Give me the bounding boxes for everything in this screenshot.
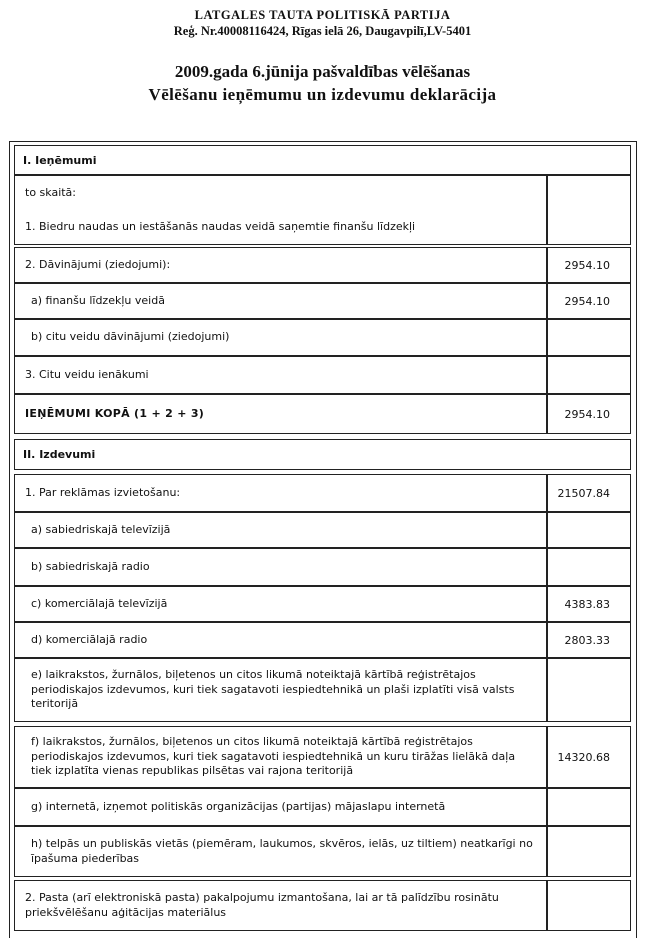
expense-row-public-radio: b) sabiedriskajā radio: [14, 548, 547, 586]
expenses-section-title: II. Izdevumi: [14, 439, 631, 470]
expense-row-postal: 2. Pasta (arī elektroniskā pasta) pakalpojumu izmantošana, lai ar tā palīdzību rosinātu priekšvēlēšanu aģitācijas materiālus: [14, 880, 547, 931]
income-row-value: [547, 319, 631, 356]
expense-row-national-press: e) laikrakstos, žurnālos, biļetenos un citos likumā noteiktajā kārtībā reģistrētajos periodiskajos izdevumos, kuri tiek sagatavoti iespiedtehnikā un plaši izplatīti visā valsts teritorijā: [14, 658, 547, 722]
income-row-value: [547, 175, 631, 245]
declaration-title: Vēlēšanu ieņēmumu un izdevumu deklarācija: [148, 85, 497, 104]
income-total-label: IEŅĒMUMI KOPĀ (1 + 2 + 3): [14, 394, 547, 434]
expense-row-value: [547, 512, 631, 548]
income-row-value: [547, 356, 631, 394]
income-section-title: I. Ieņēmumi: [14, 145, 631, 175]
party-registration: Reģ. Nr.40008116424, Rīgas ielā 26, Daugavpilī,LV-5401: [173, 24, 472, 38]
expense-row-commercial-radio: d) komerciālajā radio: [14, 622, 547, 658]
expense-row-public-tv: a) sabiedriskajā televīzijā: [14, 512, 547, 548]
including-label: to skaitā:: [25, 185, 77, 199]
expense-row-commercial-tv: c) komerciālajā televīzijā: [14, 586, 547, 622]
expense-row-value: [547, 880, 631, 931]
expense-row-regional-press: f) laikrakstos, žurnālos, biļetenos un citos likumā noteiktajā kārtībā reģistrētajos periodiskajos izdevumos, kuri tiek sagatavoti iespiedtehnikā un kuru tirāžas lielākā daļa tiek izplatīta vienas republikas pilsētas vai rajona teritorijā: [14, 726, 547, 788]
income-row-financial: a) finanšu līdzekļu veidā: [14, 283, 547, 319]
expense-row-value: [547, 548, 631, 586]
expense-row-value: [547, 788, 631, 826]
party-name: LATGALES TAUTA POLITISKĀ PARTIJA: [194, 8, 451, 22]
expense-row-advertising: 1. Par reklāmas izvietošanu:: [14, 474, 547, 512]
income-row-value: 2954.10: [547, 247, 631, 283]
election-title: 2009.gada 6.jūnija pašvaldības vēlēšanas: [174, 62, 471, 81]
expense-row-value: 21507.84: [547, 474, 631, 512]
expense-row-public-places: h) telpās un publiskās vietās (piemēram, laukumos, skvēros, ielās, uz tiltiem) neatkarīgi no īpašuma piederības: [14, 826, 547, 877]
income-row-label: 1. Biedru naudas un iestāšanās naudas veidā saņemtie finanšu līdzekļi: [25, 219, 416, 233]
expense-row-value: [547, 826, 631, 877]
expense-row-value: 14320.68: [547, 726, 631, 788]
income-row-other-donations: b) citu veidu dāvinājumi (ziedojumi): [14, 319, 547, 356]
expense-row-value: [547, 658, 631, 722]
income-total-value: 2954.10: [547, 394, 631, 434]
expense-row-value: 2803.33: [547, 622, 631, 658]
income-row-value: 2954.10: [547, 283, 631, 319]
income-row-membership: [14, 175, 547, 245]
income-row-other: 3. Citu veidu ienākumi: [14, 356, 547, 394]
expense-row-internet: g) internetā, izņemot politiskās organizācijas (partijas) mājaslapu internetā: [14, 788, 547, 826]
expense-row-value: 4383.83: [547, 586, 631, 622]
income-row-donations: 2. Dāvinājumi (ziedojumi):: [14, 247, 547, 283]
